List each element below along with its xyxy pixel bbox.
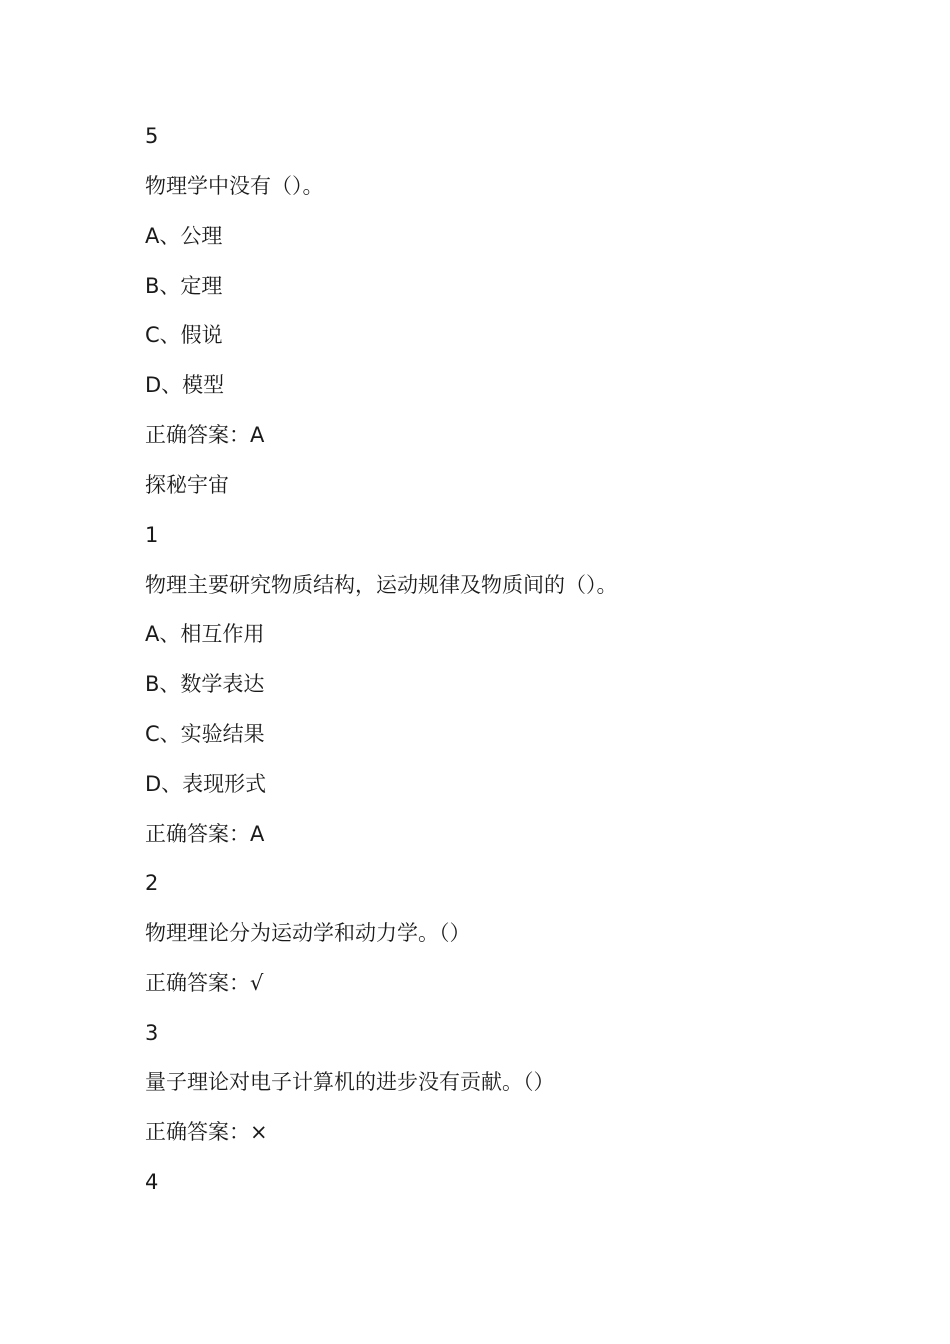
question-text: 量子理论对电子计算机的进步没有贡献。（） (145, 1070, 555, 1094)
option-d: D、表现形式 (145, 772, 267, 796)
question-text: 物理学中没有（）。 (145, 174, 324, 198)
option-c: C、实验结果 (145, 722, 265, 746)
option-b: B、定理 (145, 274, 223, 298)
question-text: 物理理论分为运动学和动力学。（） (145, 921, 471, 945)
section-title: 探秘宇宙 (145, 473, 229, 497)
option-d: D、模型 (145, 373, 225, 397)
option-a: A、相互作用 (145, 622, 265, 646)
correct-answer: 正确答案：× (145, 1120, 268, 1144)
option-c: C、假说 (145, 323, 223, 347)
correct-answer: 正确答案：A (145, 423, 265, 447)
question-number: 1 (145, 523, 159, 547)
question-number: 5 (145, 124, 159, 148)
correct-answer: 正确答案：√ (145, 971, 264, 995)
question-number: 4 (145, 1170, 159, 1194)
option-a: A、公理 (145, 224, 223, 248)
correct-answer: 正确答案：A (145, 822, 265, 846)
question-number: 2 (145, 871, 159, 895)
option-b: B、数学表达 (145, 672, 265, 696)
question-text: 物理主要研究物质结构，运动规律及物质间的（）。 (145, 573, 618, 597)
question-number: 3 (145, 1021, 159, 1045)
